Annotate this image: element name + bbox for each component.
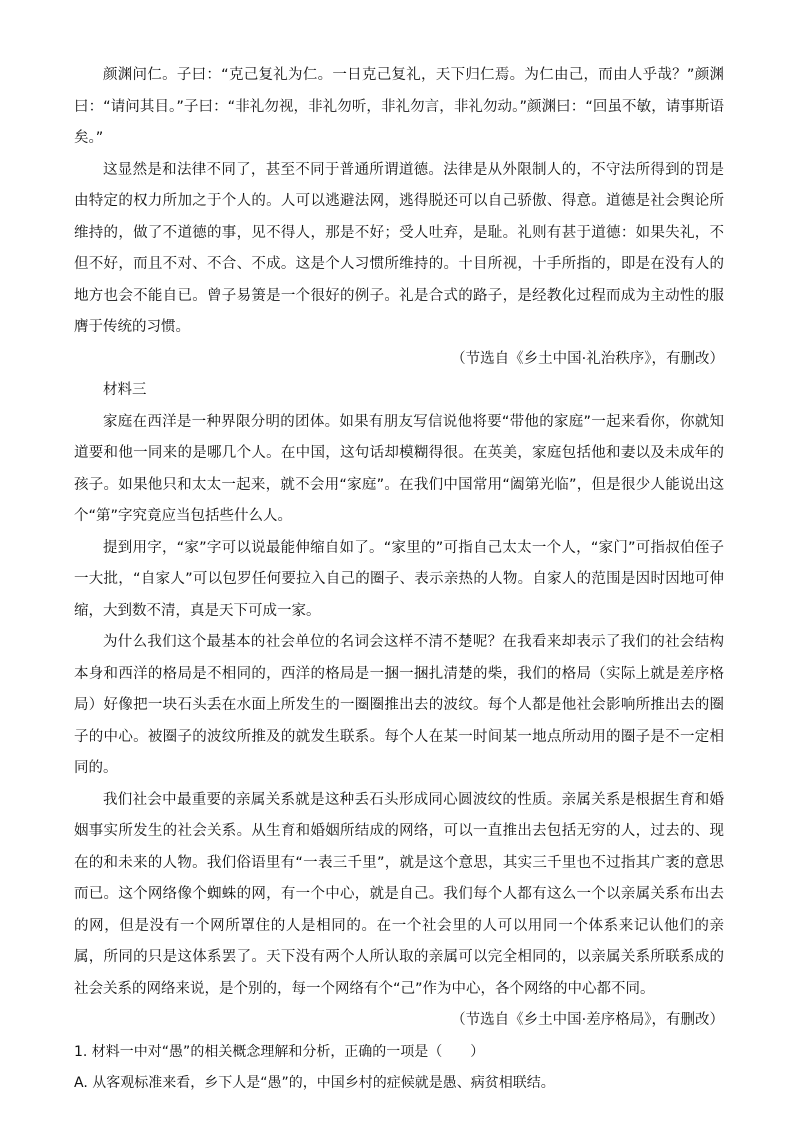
paragraph-analects-quote: 颜渊问仁。子曰：“克己复礼为仁。一日克己复礼，天下归仁焉。为仁由己，而由人乎哉？”颜渊曰：“请问其目。”子曰：“非礼勿视，非礼勿听，非礼勿言，非礼勿动。”颜渊曰：“回虽不敏，请事斯语矣。” (74, 67, 724, 146)
paragraph-law-vs-ritual: 这显然是和法律不同了，甚至不同于普通所谓道德。法律是从外限制人的，不守法所得到的罚是由特定的权力所加之于个人的。人可以逃避法网，逃得脱还可以自己骄傲、得意。道德是社会舆论所维持的，做了不道德的事，见不得人，那是不好；受人吐弃，是耻。礼则有甚于道德：如果失礼，不但不好，而且不对、不合、不成。这是个人习惯所维持的。十目所视，十手所指的，即是在没有人的地方也会不能自已。曾子易箦是一个很好的例子。礼是合式的路子，是经教化过程而成为主动性的服膺于传统的习惯。 (74, 161, 724, 335)
paragraph-jia-usage: 提到用字，“家”字可以说最能伸缩自如了。“家里的”可指自己太太一个人，“家门”可指叔伯侄子一大批，“自家人”可以包罗任何要拉入自己的圈子、表示亲热的人物。自家人的范围是因时因地可伸缩，大到数不清，真是天下可成一家。 (74, 539, 724, 619)
paragraph-social-structure: 为什么我们这个最基本的社会单位的名词会这样不清不楚呢？在我看来却表示了我们的社会结构本身和西洋的格局是不相同的，西洋的格局是一捆一捆扎清楚的柴，我们的格局（实际上就是差序格局）好像把一块石头丢在水面上所发生的一圈圈推出去的波纹。每个人都是他社会影响所推出去的圈子的中心。被圈子的波纹所推及的就发生联系。每个人在某一时间某一地点所动用的圈子是不一定相同的。 (74, 634, 724, 776)
material-three-heading: 材料三 (103, 382, 147, 398)
paragraph-family-west: 家庭在西洋是一种界限分明的团体。如果有朋友写信说他将要“带他的家庭”一起来看你，你就知道要和他一同来的是哪几个人。在中国，这句话却模糊得很。在英美，家庭包括他和妻以及未成年的孩子。如果他只和太太一起来，就不会用“家庭”。在我们中国常用“阖第光临”，但是很少人能说出这个“第”字究竟应当包括些什么人。 (74, 413, 724, 524)
source-citation-differential-order: （节选自《乡土中国·差序格局》，有删改） (451, 1012, 724, 1028)
question-1-option-a: A. 从客观标准来看，乡下人是“愚”的，中国乡村的症候就是愚、病贫相联结。 (74, 1075, 555, 1091)
paragraph-kinship: 我们社会中最重要的亲属关系就是这种丢石头形成同心圆波纹的性质。亲属关系是根据生育和婚姻事实所发生的社会关系。从生育和婚姻所结成的网络，可以一直推出去包括无穷的人，过去的、现在的和未来的人物。我们俗语里有“一表三千里”，就是这个意思，其实三千里也不过指其广袤的意思而已。这个网络像个蜘蛛的网，有一个中心，就是自己。我们每个人都有这么一个以亲属关系布出去的网，但是没有一个网所罩住的人是相同的。在一个社会里的人可以用同一个体系来记认他们的亲属，所同的只是这体系罢了。天下没有两个人所认取的亲属可以完全相同的，以亲属关系所联系成的社会关系的网络来说，是个别的，每一个网络有个“己”作为中心，各个网络的中心都不同。 (74, 791, 724, 997)
source-citation-ritual-order: （节选自《乡土中国·礼治秩序》，有删改） (451, 350, 724, 367)
question-1: 1. 材料一中对“愚”的相关概念理解和分析，正确的一项是（ ） (74, 1043, 485, 1060)
document-page (74, 60, 724, 1100)
